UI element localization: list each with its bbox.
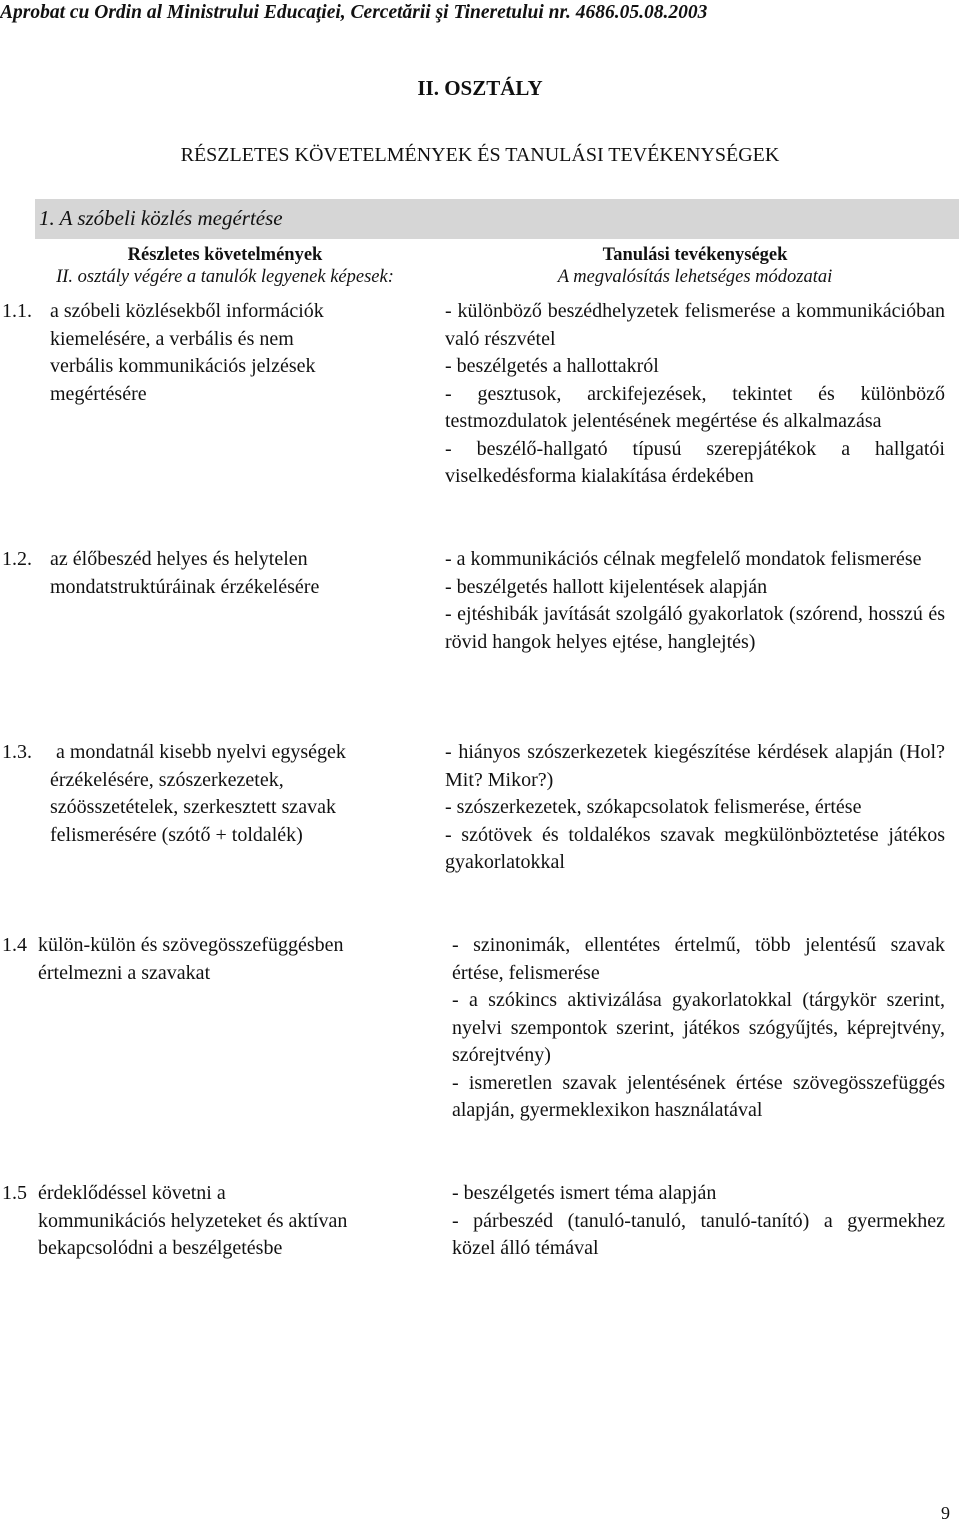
activity-item: - szószerkezetek, szókapcsolatok felismerése, értése xyxy=(445,796,862,818)
activity-item: - ismeretlen szavak jelentésének értése szövegösszefüggés alapján, gyermeklexikon használatával xyxy=(452,1071,945,1121)
requirement-number: 1.3. xyxy=(2,741,32,763)
requirement-line: felismerésére (szótő + toldalék) xyxy=(50,823,303,846)
section-title: 1. A szóbeli közlés megértése xyxy=(39,206,283,230)
activities-column-header xyxy=(445,244,945,288)
requirement-1-3 xyxy=(2,739,422,849)
requirement-line: kiemelésére, a verbális és nem xyxy=(50,327,294,350)
requirement-line: szóösszetételek, szerkesztett szavak xyxy=(50,796,336,818)
requirement-line: a mondatnál kisebb nyelvi egységek xyxy=(56,741,346,763)
activities-header-subtitle: A megvalósítás lehetséges módozatai xyxy=(557,267,833,287)
class-title: II. OSZTÁLY xyxy=(417,76,543,100)
page-number: 9 xyxy=(941,1503,950,1523)
requirement-line: értelmezni a szavakat xyxy=(38,961,211,984)
activity-item: - beszélő-hallgató típusú szerepjátékok a hallgatói viselkedésforma kialakítása érdekében xyxy=(445,437,945,487)
requirement-line: verbális kommunikációs jelzések xyxy=(50,355,316,377)
activity-item: - párbeszéd (tanuló-tanuló, tanuló-tanító) a gyermekhez közel álló témával xyxy=(452,1209,945,1259)
approval-header: Aprobat cu Ordin al Ministrului Educaţiei, Cercetării şi Tineretului nr. 4686.05.08.2003 xyxy=(0,2,708,23)
requirement-line: az élőbeszéd helyes és helytelen xyxy=(50,548,308,570)
requirement-line: mondatstruktúráinak érzékelésére xyxy=(50,575,320,598)
activity-item: - különböző beszédhelyzetek felismerése a kommunikációban való részvétel xyxy=(445,300,945,350)
requirement-1-2 xyxy=(2,546,422,601)
activity-item: - a szókincs aktivizálása gyakorlatokkal (tárgykör szerint, nyelvi szempontok szerint, játékos szógyűjtés, képrejtvény, szórejtvény) xyxy=(452,989,945,1066)
requirement-line: a szóbeli közlésekből információk xyxy=(50,300,324,322)
requirement-line: érdeklődéssel követni a xyxy=(38,1182,226,1204)
requirement-number: 1.2. xyxy=(2,548,32,570)
activity-item: - gesztusok, arckifejezések, tekintet és különböző testmozdulatok jelentésének megértése és alkalmazása xyxy=(445,382,945,432)
requirement-line: megértésére xyxy=(50,382,147,405)
activity-item: - a kommunikációs célnak megfelelő mondatok felismerése xyxy=(445,548,922,570)
activity-item: - ejtéshibák javítását szolgáló gyakorlatok (szórend, hosszú és rövid hangok helyes ejtése, hanglejtés) xyxy=(445,603,945,653)
section-bar xyxy=(35,199,959,239)
requirement-line: külön-külön és szövegösszefüggésben xyxy=(38,934,344,956)
requirement-1-4 xyxy=(2,932,422,987)
activity-item: - beszélgetés a hallottakról xyxy=(445,355,659,377)
requirement-number: 1.4 xyxy=(2,934,27,956)
requirement-line: érzékelésére, szószerkezetek, xyxy=(50,768,284,791)
activity-item: - beszélgetés ismert téma alapján xyxy=(452,1182,717,1204)
document-subtitle: RÉSZLETES KÖVETELMÉNYEK ÉS TANULÁSI TEVÉKENYSÉGEK xyxy=(180,144,780,166)
activities-1-3 xyxy=(445,739,945,877)
requirements-header-title: Részletes követelmények xyxy=(127,245,323,265)
requirement-number: 1.5 xyxy=(2,1182,27,1204)
activity-item: - szinonimák, ellentétes értelmű, több jelentésű szavak értése, felismerése xyxy=(452,934,945,984)
activity-item: - beszélgetés hallott kijelentések alapján xyxy=(445,575,768,598)
activities-1-1 xyxy=(445,298,945,491)
requirement-1-1 xyxy=(2,298,422,408)
requirement-number: 1.1. xyxy=(2,300,32,322)
activity-item: - szótövek és toldalékos szavak megkülönböztetése játékos gyakorlatokkal xyxy=(445,823,945,873)
requirement-line: bekapcsolódni a beszélgetésbe xyxy=(38,1237,283,1259)
requirement-line: kommunikációs helyzeteket és aktívan xyxy=(38,1209,348,1232)
activities-1-2 xyxy=(445,546,945,656)
requirement-1-5 xyxy=(2,1180,422,1263)
requirements-header-subtitle: II. osztály végére a tanulók legyenek képesek: xyxy=(56,267,394,287)
activities-1-4 xyxy=(452,932,945,1125)
activities-1-5 xyxy=(452,1180,945,1263)
activity-item: - hiányos szószerkezetek kiegészítése kérdések alapján (Hol? Mit? Mikor?) xyxy=(445,741,945,791)
requirements-column-header xyxy=(40,244,410,288)
activities-header-title: Tanulási tevékenységek xyxy=(602,245,788,265)
